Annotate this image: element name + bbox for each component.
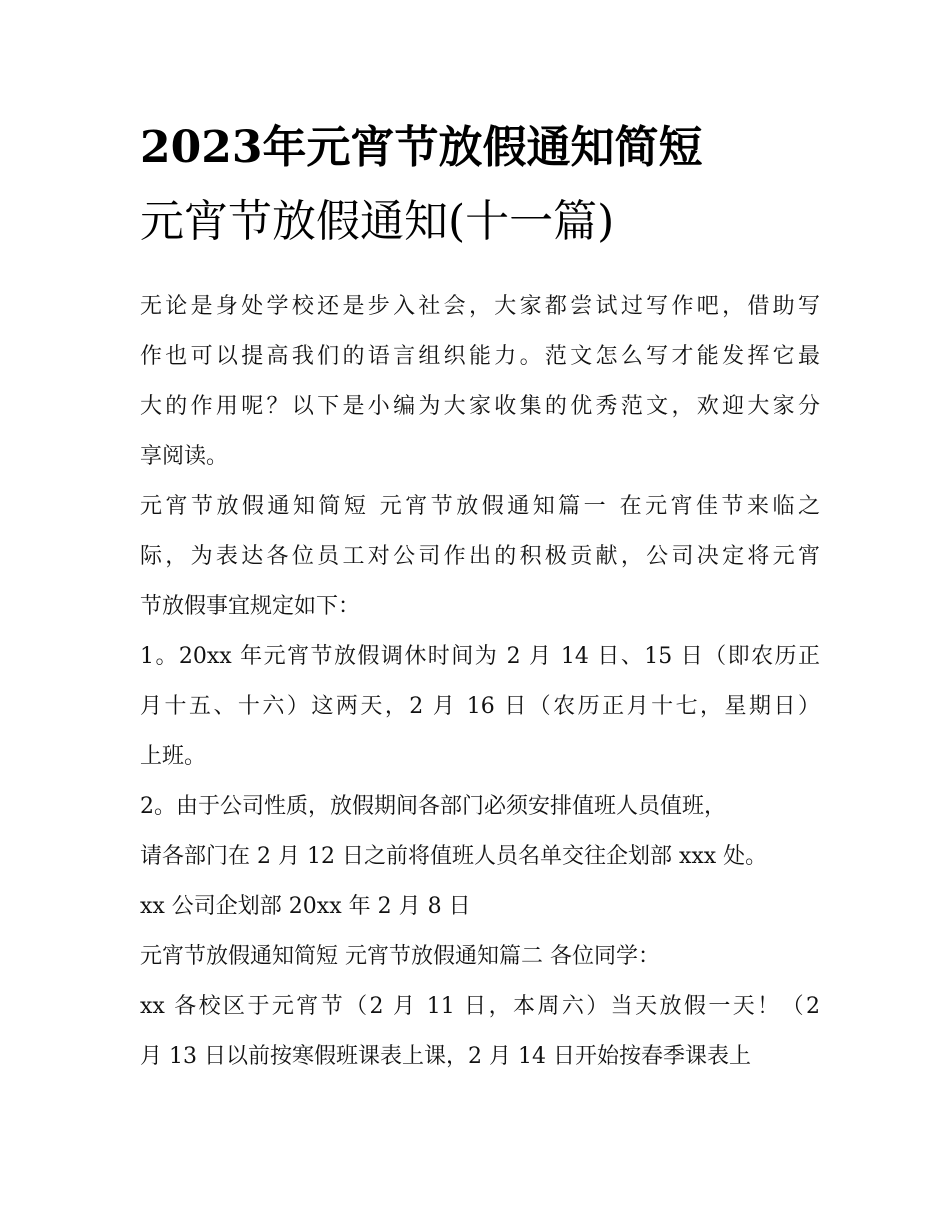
text-line: 元宵节放假通知简短 元宵节放假通知篇一 在元宵佳节来临之 <box>140 494 820 519</box>
paragraph-notice-2-intro <box>140 932 820 982</box>
paragraph-intro <box>140 282 820 482</box>
text-line: 月十五、十六）这两天，2 月 16 日（农历正月十七，星期日） <box>140 694 820 719</box>
text-line: 元宵节放假通知简短 元宵节放假通知篇二 各位同学： <box>140 944 660 969</box>
text-line: 无论是身处学校还是步入社会，大家都尝试过写作吧，借助写 <box>140 294 820 319</box>
text-line: xx 公司企划部 20xx 年 2 月 8 日 <box>140 894 471 919</box>
paragraph-signature <box>140 882 820 932</box>
text-line: 请各部门在 2 月 12 日之前将值班人员名单交往企划部 xxx 处。 <box>140 844 768 869</box>
paragraph-item-2 <box>140 782 820 882</box>
text-line: 2。由于公司性质，放假期间各部门必须安排值班人员值班， <box>140 794 726 819</box>
text-line: 月 13 日以前按寒假班课表上课，2 月 14 日开始按春季课表上 <box>140 1044 751 1069</box>
paragraph-notice-2-body <box>140 982 820 1082</box>
document-title-line-2: 元宵节放假通知(十一篇) <box>140 196 615 247</box>
title-line-1-text: 年元宵节放假通知简短 <box>262 122 703 173</box>
text-line: xx 各校区于元宵节（2 月 11 日，本周六）当天放假一天！（2 <box>140 994 820 1019</box>
paragraph-notice-1-intro <box>140 482 820 632</box>
text-line: 际，为表达各位员工对公司作出的积极贡献，公司决定将元宵 <box>140 544 820 569</box>
text-line: 享阅读。 <box>140 444 229 469</box>
paragraph-item-1 <box>140 632 820 782</box>
text-line: 节放假事宜规定如下： <box>140 594 361 619</box>
title-year: 2023 <box>140 122 263 173</box>
text-line: 1。20xx 年元宵节放假调休时间为 2 月 14 日、15 日（即农历正 <box>140 644 820 669</box>
document-body <box>140 282 820 1082</box>
text-line: 作也可以提高我们的语言组织能力。范文怎么写才能发挥它最 <box>140 344 820 369</box>
text-line: 上班。 <box>140 744 207 769</box>
text-line: 大的作用呢？以下是小编为大家收集的优秀范文，欢迎大家分 <box>140 394 820 419</box>
document-title-line-1 <box>140 118 840 178</box>
